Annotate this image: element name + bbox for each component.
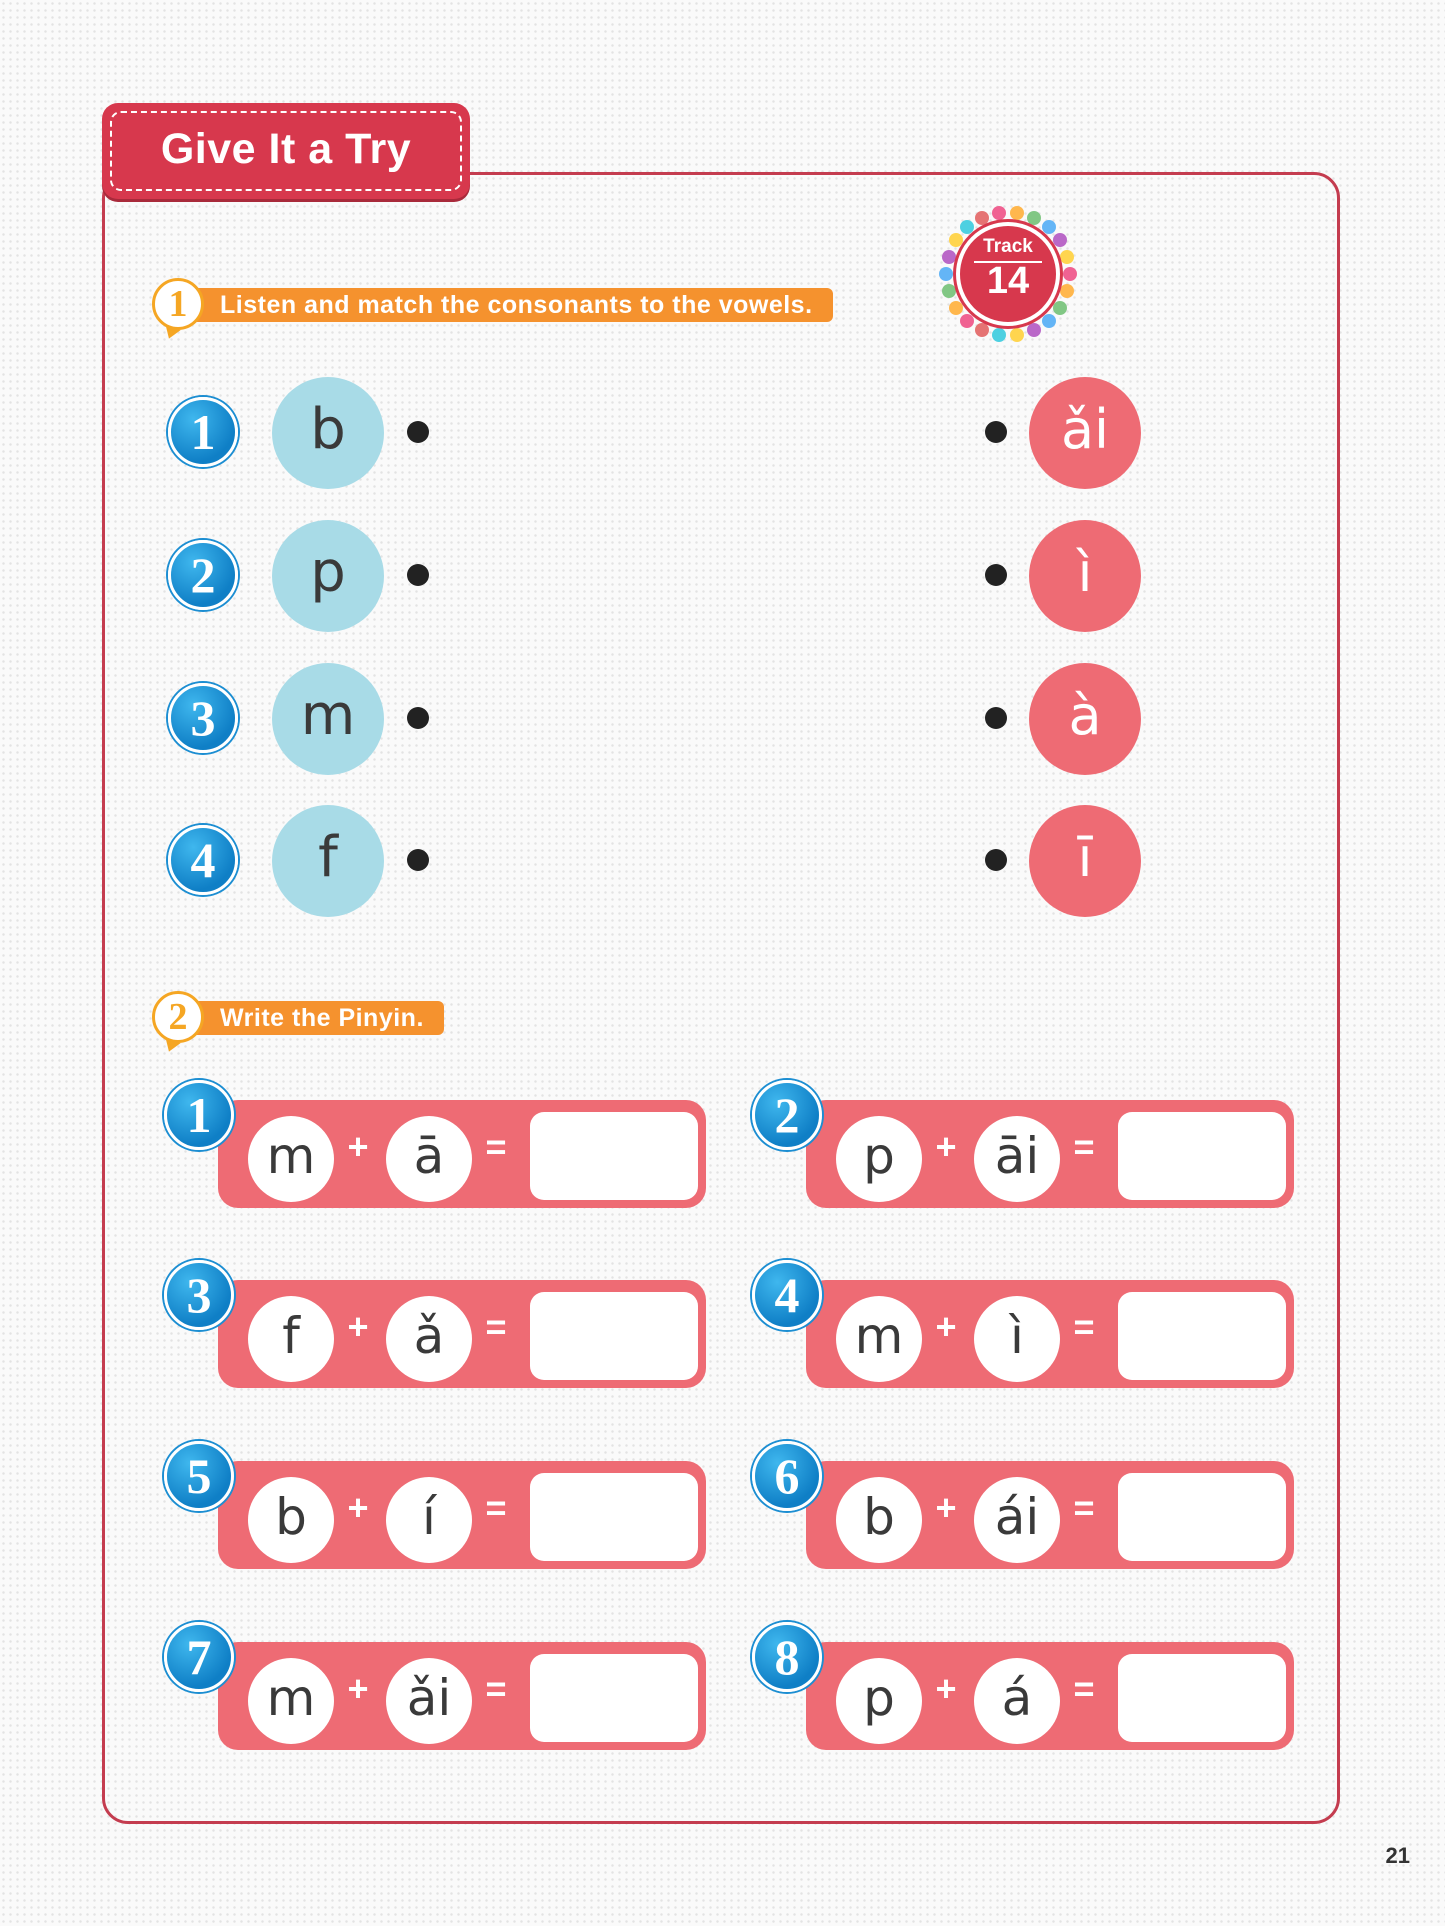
section-1-number: 1 bbox=[152, 278, 204, 330]
equation-consonant: m bbox=[248, 1116, 334, 1202]
consonant-circle: p bbox=[272, 520, 384, 632]
pinyin-equation bbox=[186, 1629, 706, 1750]
equation-number: 5 bbox=[164, 1441, 234, 1511]
answer-box[interactable] bbox=[530, 1292, 698, 1380]
equation-vowel: ǎ bbox=[386, 1296, 472, 1382]
pinyin-equation bbox=[186, 1267, 706, 1388]
consonant-match-dot[interactable] bbox=[407, 707, 429, 729]
equation-consonant: p bbox=[836, 1116, 922, 1202]
match-item-number: 3 bbox=[168, 683, 238, 753]
equals-sign: = bbox=[1073, 1487, 1095, 1528]
consonant-circle: m bbox=[272, 663, 384, 775]
plus-sign: + bbox=[347, 1487, 369, 1528]
pinyin-equation bbox=[774, 1629, 1294, 1750]
vowel-circle: ī bbox=[1029, 805, 1141, 917]
track-ring-dot bbox=[1042, 220, 1056, 234]
vowel-circle: ǎi bbox=[1029, 377, 1141, 489]
answer-box[interactable] bbox=[1118, 1112, 1286, 1200]
page-number: 21 bbox=[1385, 1843, 1410, 1868]
match-item-number: 4 bbox=[168, 825, 238, 895]
equation-consonant: b bbox=[836, 1477, 922, 1563]
pinyin-equation bbox=[186, 1087, 706, 1208]
plus-sign: + bbox=[935, 1306, 957, 1347]
equation-consonant: p bbox=[836, 1658, 922, 1744]
equation-consonant: m bbox=[836, 1296, 922, 1382]
title-tab bbox=[102, 103, 470, 199]
equation-number: 8 bbox=[752, 1622, 822, 1692]
equation-number: 7 bbox=[164, 1622, 234, 1692]
track-ring-dot bbox=[960, 220, 974, 234]
equation-vowel: ái bbox=[974, 1477, 1060, 1563]
answer-box[interactable] bbox=[1118, 1292, 1286, 1380]
equation-number: 4 bbox=[752, 1260, 822, 1330]
consonant-match-dot[interactable] bbox=[407, 564, 429, 586]
vowel-match-dot[interactable] bbox=[985, 421, 1007, 443]
track-ring-dot bbox=[975, 211, 989, 225]
answer-box[interactable] bbox=[1118, 1473, 1286, 1561]
pinyin-equation bbox=[186, 1448, 706, 1569]
vowel-match-dot[interactable] bbox=[985, 849, 1007, 871]
track-ring-dot bbox=[1010, 206, 1024, 220]
track-ring-dot bbox=[960, 314, 974, 328]
equation-number: 2 bbox=[752, 1080, 822, 1150]
pinyin-equation bbox=[774, 1267, 1294, 1388]
section-2-number: 2 bbox=[152, 991, 204, 1043]
track-label: Track bbox=[983, 236, 1033, 257]
pinyin-equation bbox=[774, 1087, 1294, 1208]
track-ring-dot bbox=[975, 323, 989, 337]
plus-sign: + bbox=[935, 1126, 957, 1167]
consonant-circle: f bbox=[272, 805, 384, 917]
equation-vowel: á bbox=[974, 1658, 1060, 1744]
equation-consonant: m bbox=[248, 1658, 334, 1744]
equation-consonant: b bbox=[248, 1477, 334, 1563]
answer-box[interactable] bbox=[1118, 1654, 1286, 1742]
equals-sign: = bbox=[1073, 1668, 1095, 1709]
consonant-match-dot[interactable] bbox=[407, 849, 429, 871]
equation-vowel: ā bbox=[386, 1116, 472, 1202]
page-title: Give It a Try bbox=[160, 125, 412, 173]
equation-number: 3 bbox=[164, 1260, 234, 1330]
answer-box[interactable] bbox=[530, 1473, 698, 1561]
match-item-number: 2 bbox=[168, 540, 238, 610]
equals-sign: = bbox=[1073, 1126, 1095, 1167]
equals-sign: = bbox=[1073, 1306, 1095, 1347]
track-ring-dot bbox=[992, 206, 1006, 220]
section-2-instruction: Write the Pinyin. bbox=[178, 1001, 444, 1035]
plus-sign: + bbox=[347, 1126, 369, 1167]
consonant-match-dot[interactable] bbox=[407, 421, 429, 443]
equation-number: 6 bbox=[752, 1441, 822, 1511]
match-item-number: 1 bbox=[168, 397, 238, 467]
audio-track-badge[interactable] bbox=[938, 204, 1078, 344]
consonant-circle: b bbox=[272, 377, 384, 489]
answer-box[interactable] bbox=[530, 1654, 698, 1742]
equation-vowel: āi bbox=[974, 1116, 1060, 1202]
plus-sign: + bbox=[347, 1668, 369, 1709]
track-ring-dot bbox=[1042, 314, 1056, 328]
track-ring-dot bbox=[1027, 323, 1041, 337]
plus-sign: + bbox=[935, 1487, 957, 1528]
track-ring-dot bbox=[1010, 328, 1024, 342]
track-number: 14 bbox=[986, 260, 1030, 302]
equation-vowel: ǎi bbox=[386, 1658, 472, 1744]
equals-sign: = bbox=[485, 1487, 507, 1528]
vowel-match-dot[interactable] bbox=[985, 707, 1007, 729]
vowel-circle: ì bbox=[1029, 520, 1141, 632]
vowel-circle: à bbox=[1029, 663, 1141, 775]
equation-consonant: f bbox=[248, 1296, 334, 1382]
track-ring-dot bbox=[1027, 211, 1041, 225]
track-ring-dot bbox=[992, 328, 1006, 342]
equals-sign: = bbox=[485, 1306, 507, 1347]
equals-sign: = bbox=[485, 1668, 507, 1709]
vowel-match-dot[interactable] bbox=[985, 564, 1007, 586]
equation-vowel: ì bbox=[974, 1296, 1060, 1382]
equals-sign: = bbox=[485, 1126, 507, 1167]
section-1-instruction: Listen and match the consonants to the vowels. bbox=[178, 288, 833, 322]
equation-vowel: í bbox=[386, 1477, 472, 1563]
equation-number: 1 bbox=[164, 1080, 234, 1150]
answer-box[interactable] bbox=[530, 1112, 698, 1200]
plus-sign: + bbox=[347, 1306, 369, 1347]
pinyin-equation bbox=[774, 1448, 1294, 1569]
plus-sign: + bbox=[935, 1668, 957, 1709]
